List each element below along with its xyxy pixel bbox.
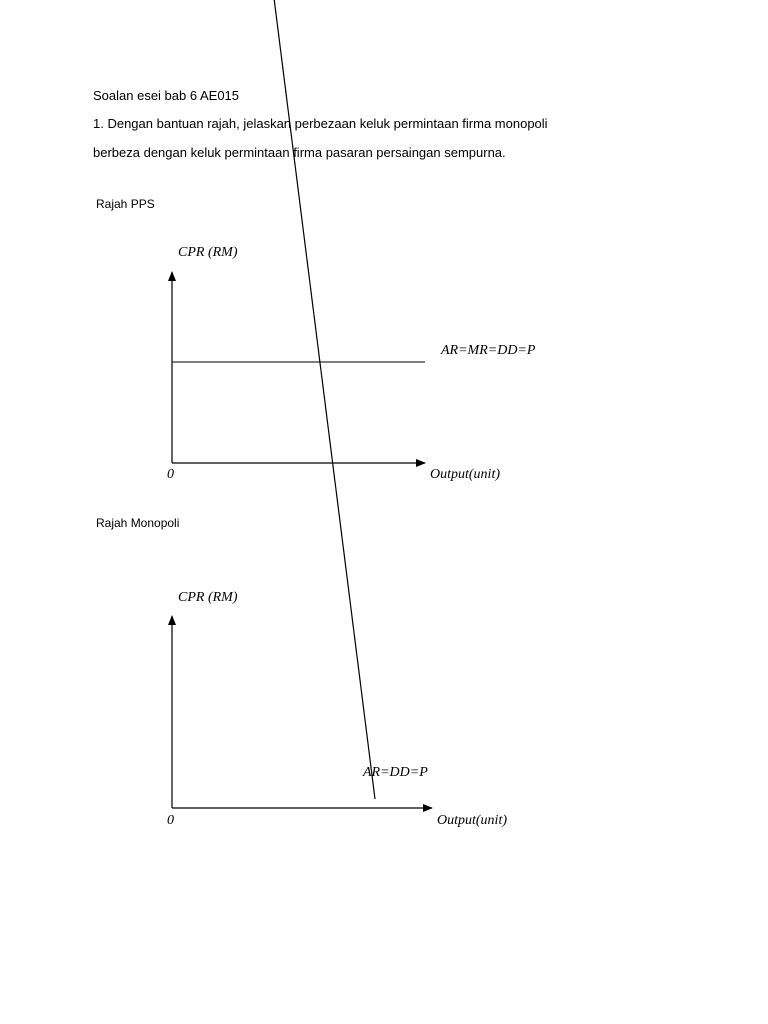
demand-curve-line [172,0,375,799]
chart-pps [167,245,536,482]
series-label: AR=MR=DD=P [441,343,536,358]
series-label: AR=DD=P [363,765,428,780]
origin-label: 0 [167,467,174,482]
y-axis-label: CPR (RM) [178,245,238,260]
figure-caption-monopoli: Rajah Monopoli [96,516,180,530]
figure-caption-pps: Rajah PPS [96,197,155,211]
x-axis-label: Output(unit) [430,467,500,482]
chart-monopoli [167,0,507,828]
question-text-line-1: 1. Dengan bantuan rajah, jelaskan perbezaan keluk permintaan firma monopoli [93,116,548,131]
x-axis-label: Output(unit) [437,813,507,828]
origin-label: 0 [167,813,174,828]
question-text-line-2: berbeza dengan keluk permintaan firma pasaran persaingan sempurna. [93,145,506,160]
y-axis-label: CPR (RM) [178,590,238,605]
document-title: Soalan esei bab 6 AE015 [93,88,240,103]
